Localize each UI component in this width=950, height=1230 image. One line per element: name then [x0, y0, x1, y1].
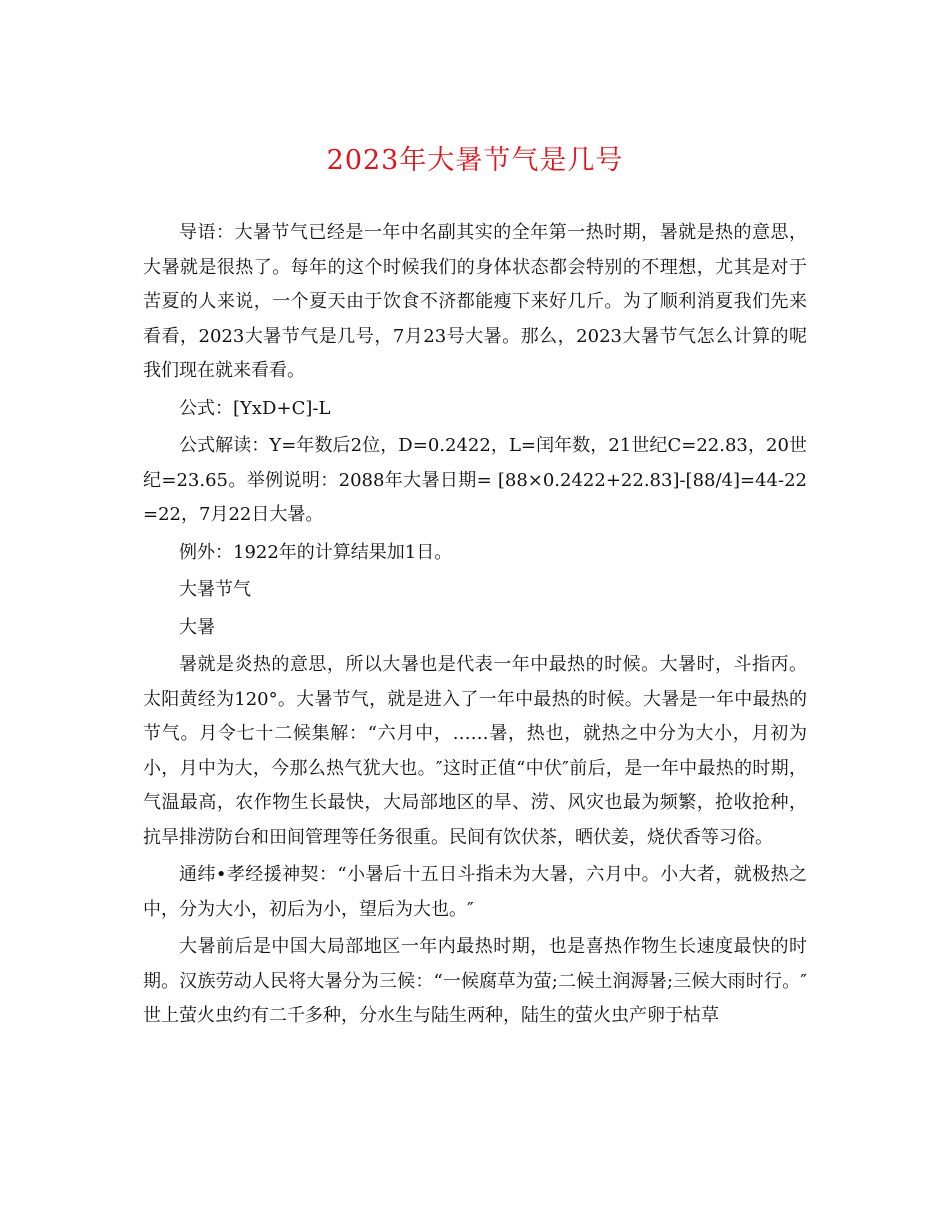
paragraph-dashu-meaning: 暑就是炎热的意思，所以大暑也是代表一年中最热的时候。大暑时，斗指丙。太阳黄经为120°。大暑节气，就是进入了一年中最热的时候。大暑是一年中最热的节气。月令七十二候集解：“六月中，……暑，热也，就热之中分为大小，月初为小，月中为大，今那么热气犹大也。″这时正值“中伏″前后，是一年中最热的时期，气温最高，农作物生长最快，大局部地区的旱、涝、风灾也最为频繁，抢收抢种，抗旱排涝防台和田间管理等任务很重。民间有饮伏茶，晒伏姜，烧伏香等习俗。 [143, 654, 807, 848]
paragraph-intro: 导语：大暑节气已经是一年中名副其实的全年第一热时期，暑就是热的意思，大暑就是很热了。每年的这个时候我们的身体状态都会特别的不理想，尤其是对于苦夏的人来说，一个夏天由于饮食不济都能瘦下来好几斤。为了顺利消夏我们先来看看，2023大暑节气是几号，7月23号大暑。那么，2023大暑节气怎么计算的呢我们现在就来看看。 [143, 222, 807, 381]
paragraph-quote: 通纬•孝经援神契：“小暑后十五日斗指未为大暑，六月中。小大者，就极热之中，分为大小，初后为小，望后为大也。″ [143, 864, 807, 920]
section-heading-dashu: 大暑 [179, 616, 215, 638]
paragraph-formula-explanation: 公式解读：Y=年数后2位，D=0.2422，L=闰年数，21世纪C=22.83，20世纪=23.65。举例说明：2088年大暑日期= [88×0.2422+22.83]-[88/4]=44-22=22，7月22日大暑。 [143, 435, 807, 525]
document-body [143, 216, 807, 1034]
paragraph-three-periods: 大暑前后是中国大局部地区一年内最热时期，也是喜热作物生长速度最快的时期。汉族劳动人民将大暑分为三候：“一候腐草为萤;二候土润溽暑;三候大雨时行。″世上萤火虫约有二千多种，分水生与陆生两种，陆生的萤火虫产卵于枯草 [143, 936, 807, 1026]
section-heading-solar-term: 大暑节气 [179, 579, 251, 600]
paragraph-exception: 例外：1922年的计算结果加1日。 [179, 541, 453, 563]
paragraph-formula: 公式：[YxD+C]-L [179, 397, 331, 419]
document-title: 2023年大暑节气是几号 [326, 145, 624, 176]
